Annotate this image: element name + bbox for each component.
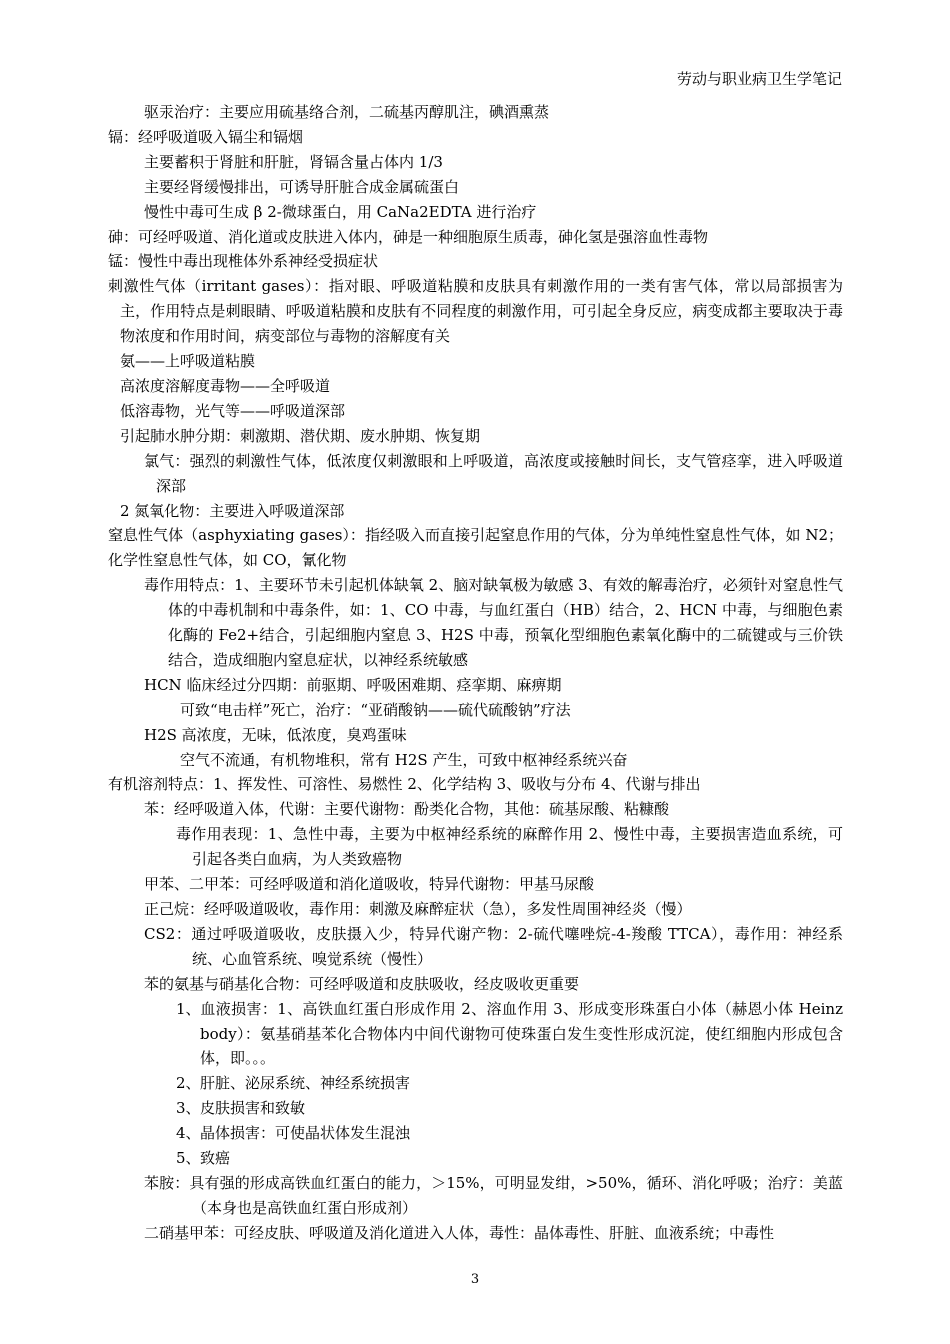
list-item-text: 致癌 [200,1149,231,1168]
text-line: 2 氮氧化物：主要进入呼吸道深部 [120,501,345,520]
text-line: 苯的氨基与硝基化合物：可经呼吸道和皮肤吸收，经皮吸收更重要 [144,974,580,993]
text-line: 锰：慢性中毒出现椎体外系神经受损症状 [108,252,379,271]
text-paragraph: 氯气：强烈的刺激性气体，低浓度仅刺激眼和上呼吸道，高浓度或接触时间长，支气管痉挛，进入呼吸道深部 [144,451,843,495]
text-line: 主要经肾缓慢排出，可诱导肝脏合成金属硫蛋白 [144,177,460,196]
text-line: 驱汞治疗：主要应用硫基络合剂，二硫基丙醇肌注，碘酒熏蒸 [144,103,550,121]
text-paragraph: 苯胺：具有强的形成高铁血红蛋白的能力，＞15%，可明显发绀，>50%，循环、消化呼吸；治疗：美蓝（本身也是高铁血红蛋白形成剂） [144,1173,843,1217]
list-item-number: 3、 [176,1099,201,1118]
text-line: 砷：可经呼吸道、消化道或皮肤进入体内，砷是一种细胞原生质毒，砷化氢是强溶血性毒物 [108,227,709,246]
text-line: 甲苯、二甲苯：可经呼吸道和消化道吸收，特异代谢物：甲基马尿酸 [144,875,595,894]
list-item [108,1071,843,1096]
text-line: 主要蓄积于肾脏和肝脏，肾镉含量占体内 1/3 [144,152,443,171]
page-body [108,100,843,1246]
list-item-number: 4、 [176,1124,201,1143]
list-item-text: 血液损害：1、高铁血红蛋白形成作用 2、溶血作用 3、形成变形珠蛋白小体（赫恩小体 Heinz body）：氨基硝基苯化合物体内中间代谢物可使珠蛋白发生变性形成沉淀，使红细胞内形成包含体，即。。。 [200,999,843,1068]
text-line: 引起肺水肿分期：刺激期、潜伏期、废水肿期、恢复期 [120,426,481,445]
text-paragraph: CS2：通过呼吸道吸收，皮肤摄入少，特异代谢产物：2-硫代噻唑烷-4-羧酸 TTCA），毒作用：神经系统、心血管系统、嗅觉系统（慢性） [144,924,843,968]
text-line: 镉：经呼吸道吸入镉尘和镉烟 [108,127,304,146]
text-line: 慢性中毒可生成 β 2-微球蛋白，用 CaNa2EDTA 进行治疗 [144,202,537,221]
text-line: HCN 临床经过分四期：前驱期、呼吸困难期、痉挛期、麻痹期 [144,675,562,694]
text-line: 苯：经呼吸道入体，代谢：主要代谢物：酚类化合物，其他：硫基尿酸、粘糠酸 [144,800,670,819]
text-line: H2S 高浓度，无味，低浓度，臭鸡蛋味 [144,725,407,744]
list-item [108,1121,843,1146]
text-paragraph: 毒作用表现：1、急性中毒，主要为中枢神经系统的麻醉作用 2、慢性中毒，主要损害造血系统，可引起各类白血病，为人类致癌物 [176,825,843,869]
text-line: 可致“电击样”死亡，治疗：“亚硝酸钠——硫代硫酸钠”疗法 [180,700,571,719]
list-item-number: 1、 [176,999,201,1018]
list-item [108,1096,843,1121]
text-line: 高浓度溶解度毒物——全呼吸道 [120,376,331,395]
list-item-text: 肝脏、泌尿系统、神经系统损害 [200,1074,411,1093]
list-item-number: 5、 [176,1149,201,1168]
list-item [108,1146,843,1171]
text-paragraph: 毒作用特点：1、主要环节未引起机体缺氧 2、脑对缺氧极为敏感 3、有效的解毒治疗，必须针对窒息性气体的中毒机制和中毒条件，如：1、CO 中毒，与血红蛋白（HB）结合，2、HCN 中毒，与细胞色素化酶的 Fe2+结合，引起细胞内窒息 3、H2S 中毒，预氧化型细胞色素氧化酶中的二硫键或与三价铁结合，造成细胞内窒息症状，以神经系统敏感 [144,576,843,669]
text-line: 有机溶剂特点：1、挥发性、可溶性、易燃性 2、化学结构 3、吸收与分布 4、代谢与排出 [108,775,701,794]
list-item-text: 晶体损害：可使晶状体发生混浊 [200,1124,411,1143]
text-line: 正己烷：经呼吸道吸收，毒作用：刺激及麻醉症状（急），多发性周围神经炎（慢） [144,900,692,918]
text-line: 氨——上呼吸道粘膜 [120,352,256,371]
list-item-number: 2、 [176,1074,201,1093]
page-number: 3 [470,1272,480,1287]
text-line: 二硝基甲苯：可经皮肤、呼吸道及消化道进入人体，毒性：晶体毒性、肝脏、血液系统；中毒性 [144,1223,775,1242]
text-paragraph: 刺激性气体（irritant gases）：指对眼、呼吸道粘膜和皮肤具有刺激作用的一类有害气体，常以局部损害为主，作用特点是刺眼睛、呼吸道粘膜和皮肤有不同程度的刺激作用，可引起全身反应，病变成都主要取决于毒物浓度和作用时间，病变部位与毒物的溶解度有关 [108,277,843,346]
page-header: 劳动与职业病卫生学笔记 [676,70,842,88]
list-item-text: 皮肤损害和致敏 [200,1099,306,1118]
text-line: 低溶毒物，光气等——呼吸道深部 [120,401,346,420]
text-line: 空气不流通，有机物堆积，常有 H2S 产生，可致中枢神经系统兴奋 [180,750,628,769]
text-paragraph: 窒息性气体（asphyxiating gases）：指经吸入而直接引起窒息作用的气体，分为单纯性窒息性气体，如 N2；化学性窒息性气体，如 CO，氰化物 [108,526,843,570]
list-item [108,997,843,1072]
